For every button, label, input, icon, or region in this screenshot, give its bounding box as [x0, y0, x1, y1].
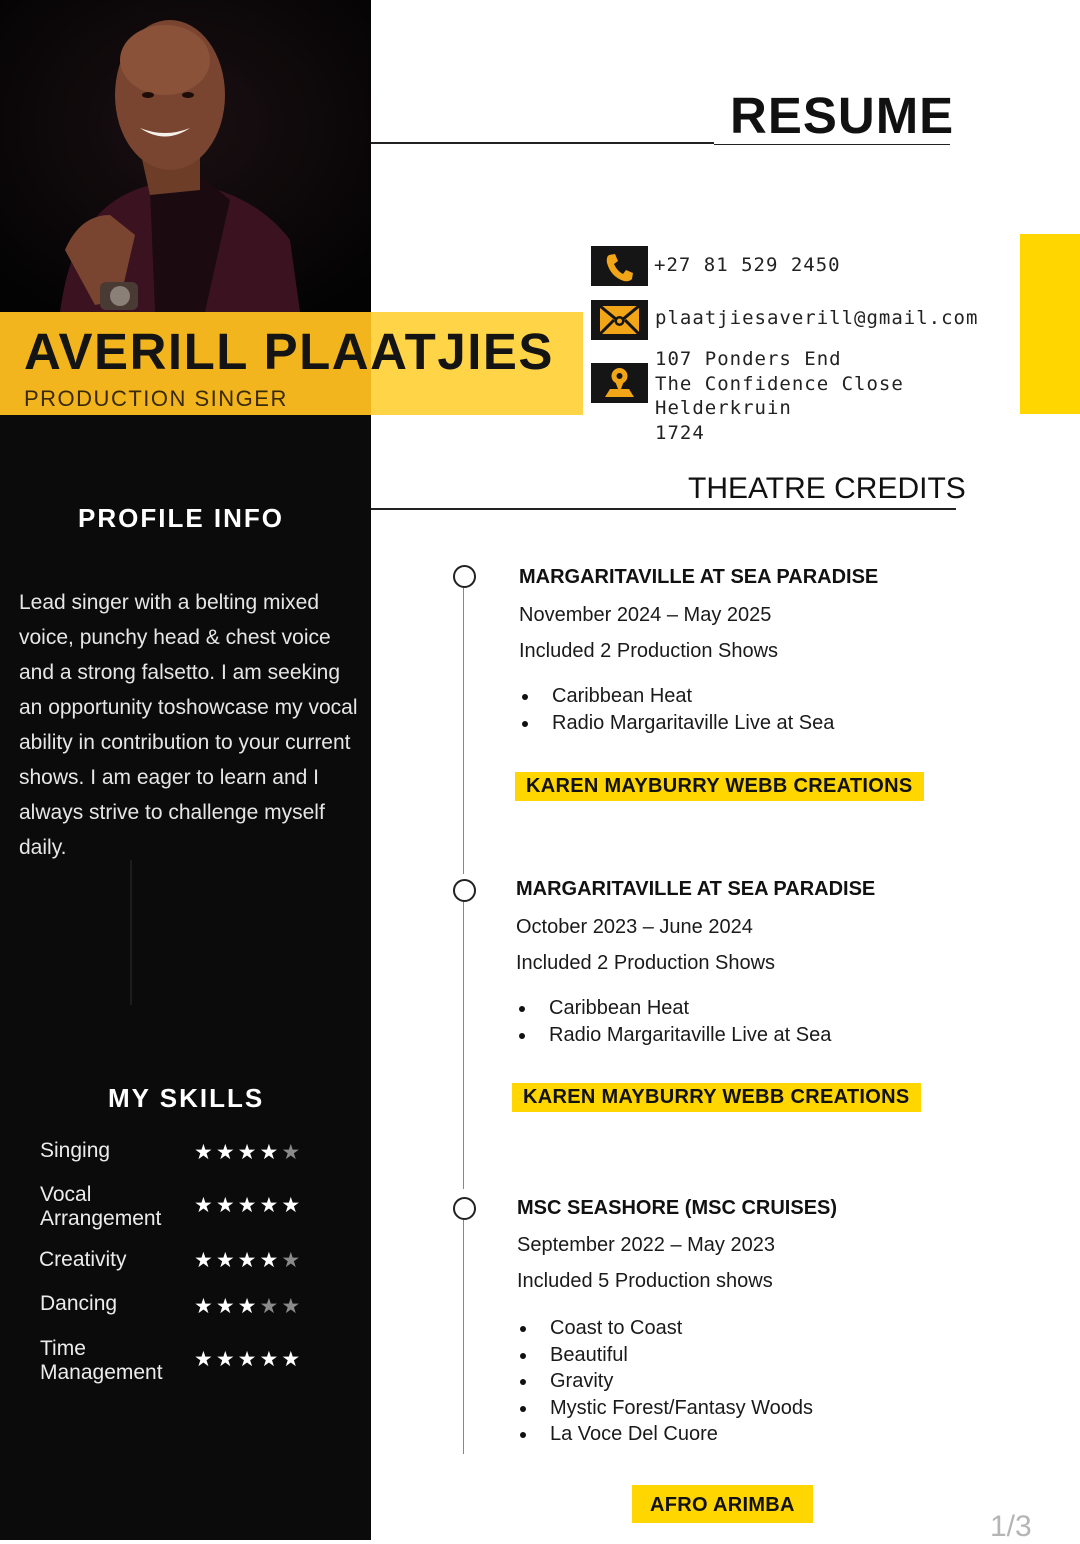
skill-label-singing: Singing — [40, 1139, 111, 1162]
star-filled-icon: ★ — [259, 1249, 282, 1272]
profile-summary: Lead singer with a belting mixed voice, punchy head & chest voice and a strong falsetto. I am seeking an opportunity toshowcase my vocal ability in contribution to your current shows. I am eager to learn and I always strive to challenge myself daily. — [19, 591, 358, 859]
credit-dates: October 2023 – June 2024 — [516, 916, 753, 938]
skill-label-dancing: Dancing — [40, 1292, 118, 1315]
show-item: La Voce Del Cuore — [516, 1421, 813, 1448]
skill-rating — [194, 1140, 303, 1165]
show-item: Mystic Forest/Fantasy Woods — [516, 1395, 813, 1422]
star-filled-icon: ★ — [237, 1194, 260, 1217]
show-list — [515, 995, 831, 1048]
star-filled-icon: ★ — [237, 1141, 260, 1164]
show-item: Caribbean Heat — [515, 995, 831, 1022]
star-filled-icon: ★ — [259, 1348, 282, 1371]
timeline-dot — [453, 879, 476, 902]
star-filled-icon: ★ — [215, 1249, 238, 1272]
timeline-line — [463, 1218, 464, 1454]
show-item: Radio Margaritaville Live at Sea — [515, 1022, 831, 1049]
company-tag: AFRO ARIMBA — [632, 1485, 813, 1523]
skills-heading: MY SKILLS — [108, 1083, 265, 1113]
star-filled-icon: ★ — [259, 1141, 282, 1164]
star-filled-icon: ★ — [237, 1249, 260, 1272]
star-filled-icon: ★ — [215, 1141, 238, 1164]
show-item: Gravity — [516, 1368, 813, 1395]
timeline-line — [463, 586, 464, 874]
star-filled-icon: ★ — [281, 1348, 304, 1371]
profile-heading: PROFILE INFO — [78, 503, 284, 533]
document-title: RESUME — [730, 87, 955, 144]
star-filled-icon: ★ — [237, 1295, 260, 1318]
skill-label-time-management: Time Management — [40, 1337, 163, 1384]
divider — [371, 142, 714, 144]
star-empty-icon: ★ — [281, 1141, 304, 1164]
email-address[interactable]: plaatjiesaverill@gmail.com — [655, 307, 979, 329]
show-item: Caribbean Heat — [518, 683, 834, 710]
credit-dates: September 2022 – May 2023 — [517, 1234, 775, 1256]
divider — [130, 860, 132, 1005]
credit-dates: November 2024 – May 2025 — [519, 604, 772, 626]
company-tag: KAREN MAYBURRY WEBB CREATIONS — [515, 772, 924, 801]
profile-photo — [0, 0, 371, 312]
skill-label-vocal-arrangement: Vocal Arrangement — [40, 1183, 162, 1230]
star-filled-icon: ★ — [215, 1194, 238, 1217]
show-item: Beautiful — [516, 1342, 813, 1369]
star-filled-icon: ★ — [194, 1249, 216, 1272]
skill-rating — [194, 1193, 303, 1218]
phone-icon — [591, 246, 648, 286]
star-filled-icon: ★ — [259, 1194, 282, 1217]
divider — [714, 144, 950, 145]
theatre-credits-heading: THEATRE CREDITS — [688, 472, 966, 505]
show-item: Radio Margaritaville Live at Sea — [518, 710, 834, 737]
accent-bar — [1020, 234, 1080, 414]
star-filled-icon: ★ — [194, 1295, 216, 1318]
star-empty-icon: ★ — [281, 1295, 304, 1318]
star-filled-icon: ★ — [194, 1348, 216, 1371]
skill-rating — [194, 1294, 303, 1319]
star-filled-icon: ★ — [237, 1348, 260, 1371]
credit-title: MARGARITAVILLE AT SEA PARADISE — [516, 878, 876, 900]
credit-title: MSC SEASHORE (MSC CRUISES) — [517, 1197, 838, 1219]
credit-summary: Included 2 Production Shows — [516, 952, 776, 974]
credit-summary: Included 2 Production Shows — [519, 640, 779, 662]
location-pin-icon — [591, 363, 648, 403]
timeline-line — [463, 899, 464, 1189]
credit-summary: Included 5 Production shows — [517, 1270, 773, 1292]
star-filled-icon: ★ — [215, 1295, 238, 1318]
timeline-dot — [453, 1197, 476, 1220]
skill-label-creativity: Creativity — [39, 1248, 127, 1271]
star-filled-icon: ★ — [194, 1194, 216, 1217]
company-tag: KAREN MAYBURRY WEBB CREATIONS — [512, 1083, 921, 1112]
postal-address: 107 Ponders End The Confidence Close Helderkruin 1724 — [655, 348, 904, 444]
star-empty-icon: ★ — [259, 1295, 282, 1318]
skill-rating — [194, 1347, 303, 1372]
credit-title: MARGARITAVILLE AT SEA PARADISE — [519, 566, 879, 588]
star-filled-icon: ★ — [194, 1141, 216, 1164]
full-name: AVERILL PLAATJIES — [24, 323, 554, 380]
timeline-dot — [453, 565, 476, 588]
star-filled-icon: ★ — [281, 1194, 304, 1217]
phone-number[interactable]: +27 81 529 2450 — [654, 254, 841, 276]
divider — [371, 508, 956, 510]
show-list — [516, 1315, 813, 1448]
star-filled-icon: ★ — [215, 1348, 238, 1371]
page-number: 1/3 — [990, 1510, 1032, 1543]
show-item: Coast to Coast — [516, 1315, 813, 1342]
mail-icon — [591, 300, 648, 340]
show-list — [518, 683, 834, 736]
skill-rating — [194, 1248, 303, 1273]
job-title: PRODUCTION SINGER — [24, 386, 288, 411]
star-empty-icon: ★ — [281, 1249, 304, 1272]
